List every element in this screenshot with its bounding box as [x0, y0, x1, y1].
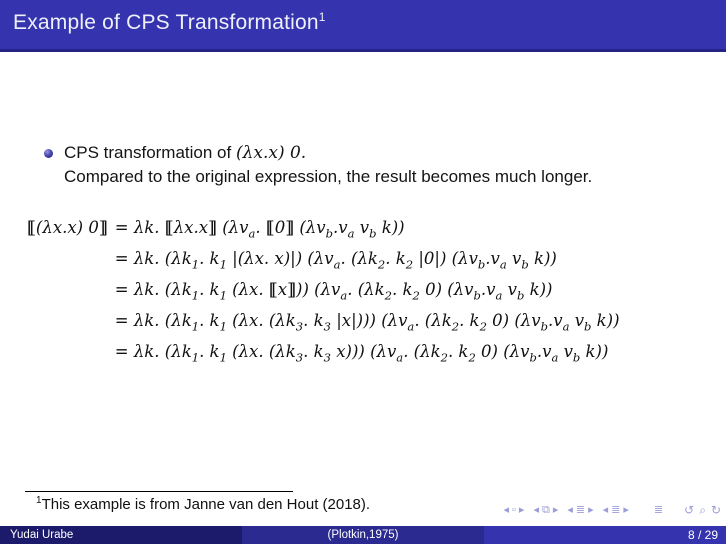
prev-subsection-icon[interactable]: ◂ [567, 504, 573, 516]
section-nav [603, 503, 629, 517]
slide-nav [503, 503, 524, 517]
equation-rhs: = λk. [[ λx.x]] ($\lambda v_a$. [[ 0]] ($\lambda v_b.v_a$ $v_b$ k)) [114, 218, 405, 241]
bullet-ball-icon [44, 149, 53, 158]
equation-rhs: = λk. ($\lambda k_1$. $k_1$ (λx. ($\lambda k_3$. $k_3$ |x|))) ($\lambda v_a$. ($\lambda k_2$. $k_2$ 0) ($\lambda v_b.v_a$ $v_b$ k)) [114, 311, 620, 334]
footer-citation-cell [242, 526, 484, 544]
footer-citation: (Plotkin,1975) [327, 529, 399, 541]
equation-rhs: = λk. ($\lambda k_1$. $k_1$ |(λx. x)|) ($\lambda v_a$. ($\lambda k_2$. $k_2$ |0|) ($\lambda v_b.v_a$ $v_b$ k)) [114, 249, 557, 272]
equation-row [27, 274, 620, 305]
slide-icon[interactable]: ▫ [512, 504, 516, 516]
footer-page-cell [484, 526, 726, 544]
next-slide-icon[interactable]: ▸ [518, 504, 525, 516]
next-section-icon[interactable]: ▸ [623, 504, 629, 516]
bullet-text [64, 141, 709, 188]
beamer-nav-bar [503, 503, 721, 517]
equation-rhs: = λk. ($\lambda k_1$. $k_1$ (λx. ($\lambda k_3$. $k_3$ x))) ($\lambda v_a$. ($\lambda k_2$. $k_2$ 0) ($\lambda v_b.v_a$ $v_b$ k)) [114, 342, 609, 365]
equation-lhs [27, 243, 108, 274]
subsection-nav [567, 503, 593, 517]
equation-row [27, 212, 620, 243]
prev-slide-icon[interactable]: ◂ [503, 504, 509, 516]
footer-page-number: 8 / 29 [687, 528, 718, 542]
equation-block [27, 212, 620, 367]
list-item [44, 141, 709, 188]
forward-icon[interactable]: ↻ [710, 503, 721, 517]
back-icon[interactable]: ↺ [684, 503, 695, 517]
footer-author-cell [0, 526, 242, 544]
footer-author: Yudai Urabe [10, 529, 74, 541]
bullet-line-1 [64, 141, 709, 165]
equation-row [27, 305, 620, 336]
page-title-text: Example of CPS Transformation [13, 11, 319, 34]
page-title [0, 0, 726, 35]
bullet-line-2: Compared to the original expression, the result becomes much longer. [64, 167, 593, 186]
document-icon[interactable]: ≣ [653, 504, 664, 516]
equation-rhs: = λk. ($\lambda k_1$. $k_1$ (λx. [[ x]] )) ($\lambda v_a$. ($\lambda k_2$. $k_2$ 0) ($\lambda v_b.v_a$ $v_b$ k)) [114, 280, 553, 303]
next-frame-icon[interactable]: ▸ [552, 504, 559, 516]
prev-section-icon[interactable]: ◂ [602, 504, 609, 516]
equation-row [27, 336, 620, 367]
frame-icon[interactable]: ⧉ [541, 504, 550, 516]
frame-nav [533, 503, 558, 517]
prev-frame-icon[interactable]: ◂ [533, 504, 539, 516]
equation-lhs [27, 305, 108, 336]
equation-lhs [27, 336, 108, 367]
bullet-line-1-prefix: CPS transformation of [64, 143, 236, 162]
footnote-marker: 1 [36, 495, 42, 506]
subsection-icon[interactable]: ≣ [575, 504, 586, 516]
footer-bar [0, 526, 726, 544]
equation-row [27, 243, 620, 274]
next-subsection-icon[interactable]: ▸ [588, 504, 594, 516]
history-nav [684, 503, 721, 517]
footnote-rule [25, 491, 293, 492]
doc-nav [654, 503, 663, 517]
equation-lhs [27, 274, 108, 305]
bullet-line-1-math: (λx.x) 0. [235, 143, 307, 163]
search-icon[interactable]: ⌕ [699, 503, 706, 517]
title-footnote-marker: 1 [318, 10, 326, 24]
footnote-text: This example is from Janne van den Hout (2018). [41, 496, 371, 513]
equation-lhs: [[ (λx.x) 0]] [27, 218, 104, 237]
footnote [36, 495, 370, 513]
frame-title-bar [0, 0, 726, 52]
section-icon[interactable]: ≣ [611, 504, 621, 516]
